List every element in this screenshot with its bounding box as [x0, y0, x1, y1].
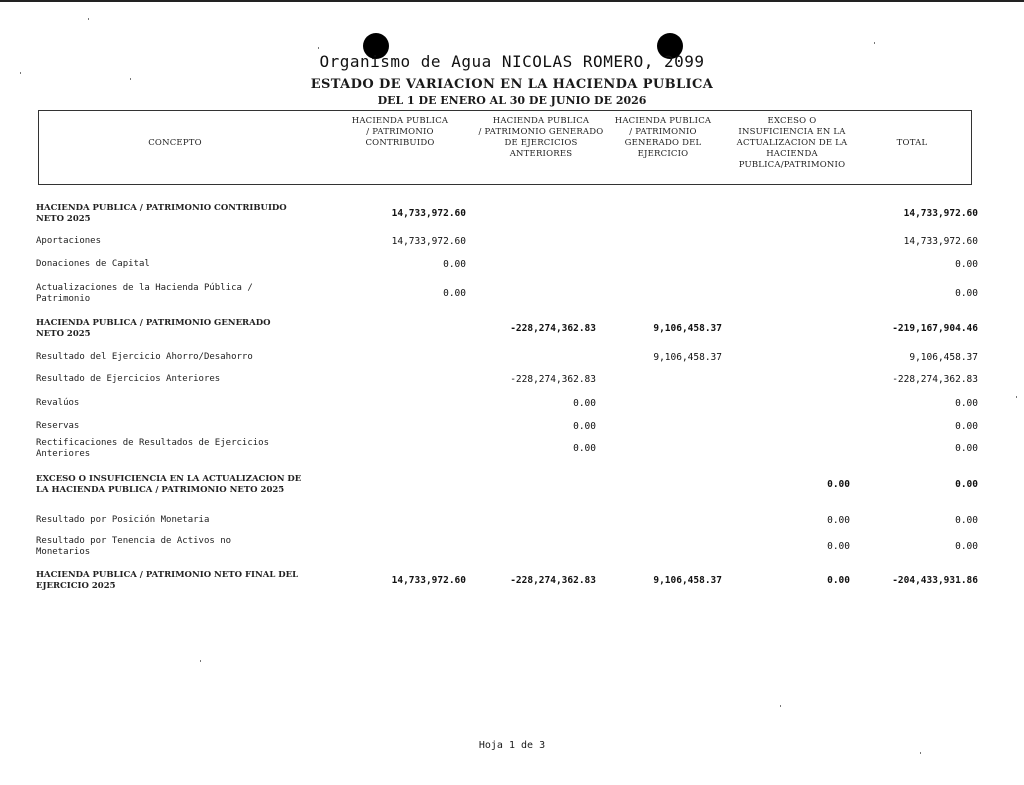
scan-speck	[874, 42, 875, 44]
value-total: 0.00	[955, 259, 978, 270]
value-contribuido: 14,733,972.60	[391, 236, 466, 247]
row-concept-line: Donaciones de Capital	[36, 259, 150, 269]
row-concept	[36, 259, 326, 270]
value-total: 0.00	[955, 479, 978, 490]
header-line: / PATRIMONIO	[629, 127, 697, 137]
value-exceso-insuficiencia: 0.00	[827, 515, 850, 526]
row-concept-line: Rectificaciones de Resultados de Ejercicios	[36, 438, 269, 448]
row-concept	[36, 515, 326, 526]
value-ejercicios-anteriores: 0.00	[573, 421, 596, 432]
row-concept	[36, 398, 326, 409]
header-line: GENERADO DEL	[624, 138, 702, 148]
scan-speck	[130, 78, 131, 80]
value-exceso-insuficiencia: 0.00	[827, 541, 850, 552]
row-concept-line: EXCESO O INSUFICIENCIA EN LA ACTUALIZACION DE	[36, 474, 302, 484]
row-concept-line: Aportaciones	[36, 236, 102, 246]
row-concept	[36, 283, 326, 305]
value-ejercicios-anteriores: -228,274,362.83	[510, 374, 596, 385]
value-ejercicios-anteriores: -228,274,362.83	[510, 575, 596, 586]
scan-speck	[920, 752, 921, 754]
row-concept	[36, 352, 326, 363]
value-ejercicios-anteriores: -228,274,362.83	[510, 323, 596, 334]
row-concept	[36, 374, 326, 385]
row-concept-line: Reservas	[36, 421, 80, 431]
value-total: 14,733,972.60	[903, 208, 978, 219]
value-ejercicios-anteriores: 0.00	[573, 443, 596, 454]
row-concept-line: Anteriores	[36, 449, 91, 459]
scan-speck	[200, 660, 201, 662]
value-ejercicios-anteriores: 0.00	[573, 398, 596, 409]
row-concept	[36, 236, 326, 247]
scan-speck	[20, 72, 21, 74]
row-concept-line: Resultado de Ejercicios Anteriores	[36, 374, 221, 384]
value-contribuido: 0.00	[443, 259, 466, 270]
header-line: HACIENDA PUBLICA	[614, 116, 712, 126]
row-concept-line: Resultado por Tenencia de Activos no	[36, 536, 232, 546]
row-concept-line: NETO 2025	[36, 214, 91, 224]
value-del-ejercicio: 9,106,458.37	[653, 352, 722, 363]
header-line: INSUFICIENCIA EN LA	[738, 127, 846, 137]
row-concept-line: NETO 2025	[36, 329, 91, 339]
scan-speck	[318, 47, 319, 49]
top-border-line	[0, 0, 1024, 2]
row-concept	[36, 474, 326, 496]
row-concept-line: EJERCICIO 2025	[36, 581, 116, 591]
document-period: DEL 1 DE ENERO AL 30 DE JUNIO DE 2026	[377, 94, 647, 107]
header-line: DE EJERCICIOS	[504, 138, 578, 148]
row-concept-line: Patrimonio	[36, 294, 91, 304]
header-line: EXCESO O	[767, 116, 817, 126]
header-line: ANTERIORES	[509, 149, 573, 159]
header-line: HACIENDA PUBLICA	[492, 116, 590, 126]
value-total: 14,733,972.60	[903, 236, 978, 247]
value-total: -204,433,931.86	[892, 575, 978, 586]
row-concept	[36, 203, 326, 225]
header-line: ACTUALIZACION DE LA	[736, 138, 848, 148]
row-concept-line: HACIENDA PUBLICA / PATRIMONIO NETO FINAL DEL	[36, 570, 299, 580]
row-concept	[36, 438, 326, 460]
row-concept-line: Monetarios	[36, 547, 91, 557]
value-total: 0.00	[955, 288, 978, 299]
row-concept-line: Revalúos	[36, 398, 80, 408]
value-exceso-insuficiencia: 0.00	[827, 575, 850, 586]
scan-speck	[1016, 396, 1017, 398]
row-concept	[36, 421, 326, 432]
value-total: 0.00	[955, 421, 978, 432]
header-line: EJERCICIO	[637, 149, 689, 159]
value-total: 0.00	[955, 515, 978, 526]
scan-speck	[88, 18, 89, 20]
value-total: 9,106,458.37	[909, 352, 978, 363]
value-total: 0.00	[955, 398, 978, 409]
document-title: Organismo de Agua NICOLAS ROMERO, 2099	[319, 52, 705, 71]
header-line: HACIENDA PUBLICA	[351, 116, 449, 126]
row-concept-line: LA HACIENDA PUBLICA / PATRIMONIO NETO 2025	[36, 485, 285, 495]
header-line: HACIENDA	[766, 149, 818, 159]
document-subtitle: ESTADO DE VARIACION EN LA HACIENDA PUBLICA	[310, 77, 714, 92]
value-exceso-insuficiencia: 0.00	[827, 479, 850, 490]
value-del-ejercicio: 9,106,458.37	[653, 323, 722, 334]
value-contribuido: 14,733,972.60	[391, 208, 466, 219]
header-line: / PATRIMONIO	[366, 127, 434, 137]
row-concept-line: HACIENDA PUBLICA / PATRIMONIO CONTRIBUIDO	[36, 203, 287, 213]
row-concept	[36, 536, 326, 558]
row-concept-line: HACIENDA PUBLICA / PATRIMONIO GENERADO	[36, 318, 271, 328]
header-patrimonio-contribuido	[340, 116, 460, 149]
row-concept	[36, 570, 326, 592]
value-total: -228,274,362.83	[892, 374, 978, 385]
row-concept-line: Actualizaciones de la Hacienda Pública /	[36, 283, 253, 293]
row-concept-line: Resultado del Ejercicio Ahorro/Desahorro	[36, 352, 253, 362]
scan-speck	[780, 705, 781, 707]
row-concept	[36, 318, 326, 340]
value-del-ejercicio: 9,106,458.37	[653, 575, 722, 586]
header-patrimonio-generado-anteriores	[466, 116, 616, 160]
value-total: 0.00	[955, 541, 978, 552]
header-patrimonio-generado-ejercicio	[604, 116, 722, 160]
value-contribuido: 14,733,972.60	[391, 575, 466, 586]
header-total: TOTAL	[896, 138, 928, 148]
header-line: / PATRIMONIO GENERADO	[478, 127, 604, 137]
page-number: Hoja 1 de 3	[478, 740, 546, 751]
header-line: PUBLICA/PATRIMONIO	[738, 160, 846, 170]
value-total: -219,167,904.46	[892, 323, 978, 334]
header-exceso-insuficiencia	[722, 116, 862, 171]
header-concepto: CONCEPTO	[148, 138, 202, 148]
value-contribuido: 0.00	[443, 288, 466, 299]
value-total: 0.00	[955, 443, 978, 454]
row-concept-line: Resultado por Posición Monetaria	[36, 515, 210, 525]
header-line: CONTRIBUIDO	[365, 138, 435, 148]
